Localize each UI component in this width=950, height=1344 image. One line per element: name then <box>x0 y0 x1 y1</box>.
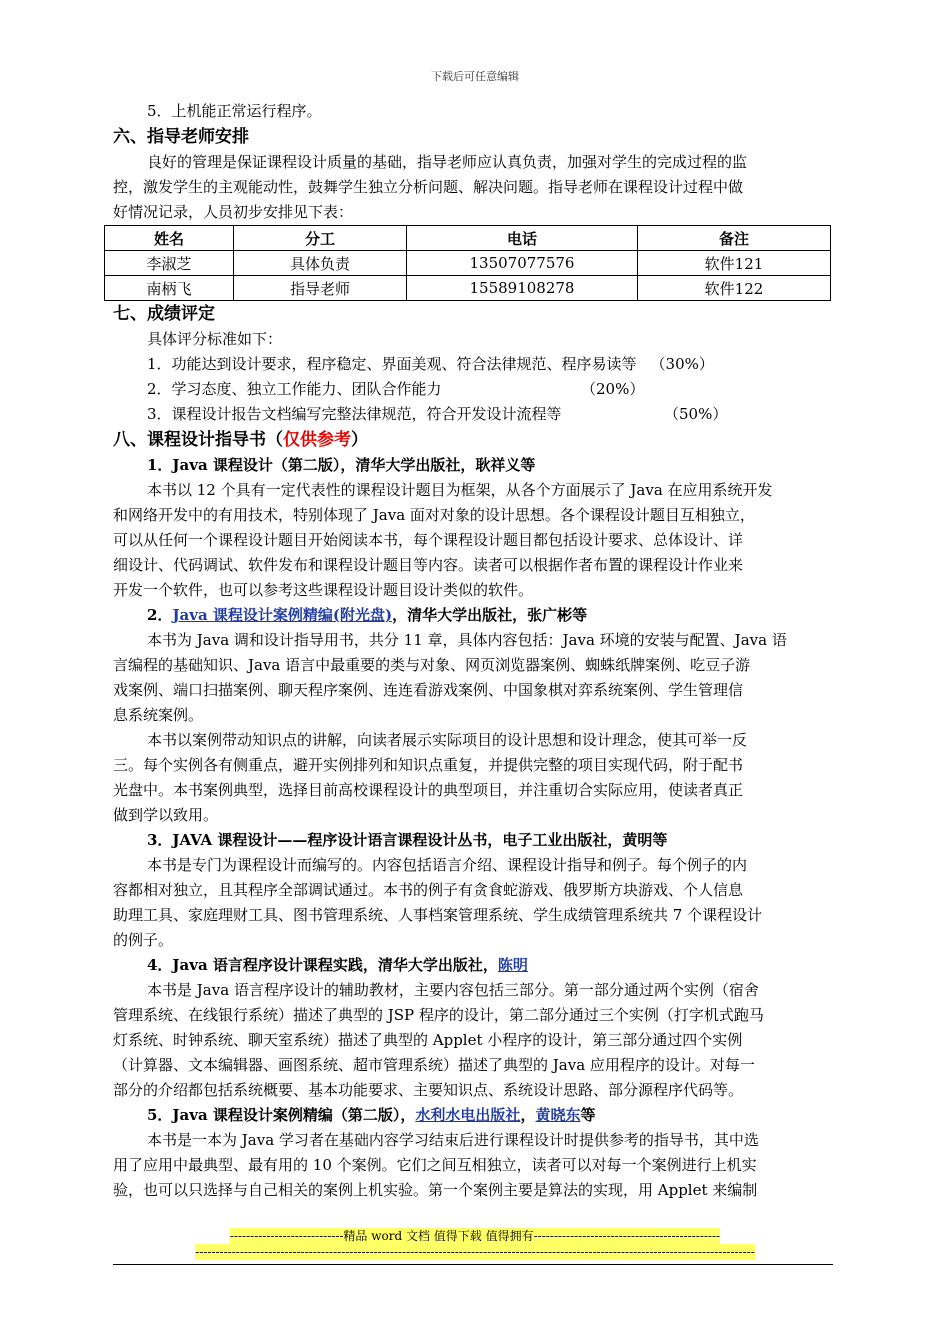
book-2-line: 本书为 Java 调和设计指导用书，共分 11 章，具体内容包括：Java 环境的安装与配置、Java 语 <box>147 631 787 649</box>
staff-table <box>104 225 831 301</box>
book-2-line: 本书以案例带动知识点的讲解，向读者展示实际项目的设计思想和设计理念，使其可举一反 <box>147 731 748 749</box>
book-2-title <box>113 603 833 628</box>
book-4-line: 部分的介绍都包括系统概要、基本功能要求、主要知识点、系统设计思路、部分源程序代码等。 <box>113 1081 744 1099</box>
cell-name: 南柄飞 <box>105 276 234 301</box>
section-8-title-end: ） <box>351 430 368 450</box>
footer-banner: ----------------------------精品 word 文档 值得下载 值得拥有---------------------------------------------- <box>229 1229 721 1243</box>
section-8-title-text: 八、课程设计指导书（ <box>113 430 283 450</box>
book-5-title-text: 5．Java 课程设计案例精编（第二版）， <box>147 1106 416 1124</box>
book-5-title <box>113 1103 833 1128</box>
book-1-line: 本书以 12 个具有一定代表性的课程设计题目为框架，从各个方面展示了 Java 在应用系统开发 <box>147 481 773 499</box>
book-1-line: 细设计、代码调试、软件发布和课程设计题目等内容。读者可以根据作者布置的课程设计作业来 <box>113 556 744 574</box>
s7-intro: 具体评分标准如下： <box>147 330 283 348</box>
s6-para-line: 良好的管理是保证课程设计质量的基础，指导老师应认真负责，加强对学生的完成过程的监 <box>147 153 748 171</box>
book-4-line: 本书是 Java 语言程序设计的辅助教材，主要内容包括三部分。第一部分通过两个实例（宿舍 <box>147 981 759 999</box>
book-3-line: 助理工具、家庭理财工具、图书管理系统、人事档案管理系统、学生成绩管理系统共 7 个课程设计 <box>113 906 763 924</box>
reference-only-note: 仅供参考 <box>283 430 351 450</box>
book-2-line: 息系统案例。 <box>113 706 204 724</box>
book-2-line: 光盘中。本书案例典型，选择目前高校课程设计的典型项目，并注重切合实际应用，使读者真正 <box>113 781 744 799</box>
book-5-line: 本书是一本为 Java 学习者在基础内容学习结束后进行课程设计时提供参考的指导书，其中选 <box>147 1131 759 1149</box>
cell-note: 软件122 <box>638 276 831 301</box>
book-3-line: 容都相对独立，且其程序全部调试通过。本书的例子有贪食蛇游戏、俄罗斯方块游戏、个人信息 <box>113 881 744 899</box>
book-2-line: 言编程的基础知识、Java 语言中最重要的类与对象、网页浏览器案例、蜘蛛纸牌案例、吃豆子游 <box>113 656 751 674</box>
book-2-line: 三。每个实例各有侧重点，避开实例排列和知识点重复，并提供完整的项目实现代码，附于配书 <box>113 756 744 774</box>
criteria-text: 2．学习态度、独立工作能力、团队合作能力 <box>147 380 442 398</box>
table-row <box>105 251 831 276</box>
book-4-line: 灯系统、时钟系统、聊天室系统）描述了典型的 Applet 小程序的设计，第三部分通过四个实例 <box>113 1031 743 1049</box>
cell-role: 具体负责 <box>234 251 407 276</box>
book-2-line: 做到学以致用。 <box>113 806 219 824</box>
publisher-link[interactable]: 水利水电出版社 <box>415 1106 521 1124</box>
page-header: 下载后可任意编辑 <box>431 70 519 83</box>
book-1-line: 开发一个软件，也可以参考这些课程设计题目设计类似的软件。 <box>113 581 534 599</box>
criteria-weight: （30%） <box>650 355 714 373</box>
requirement-item-5: 5．上机能正常运行程序。 <box>147 102 322 120</box>
book-2-number: 2． <box>147 606 173 624</box>
section-6-title: 六、指导老师安排 <box>113 127 249 147</box>
book-5-line: 用了应用中最典型、最有用的 10 个案例。它们之间互相独立，读者可以对每一个案例进行上机实 <box>113 1156 757 1174</box>
criteria-text: 3．课程设计报告文档编写完整法律规范，符合开发设计流程等 <box>147 405 562 423</box>
criteria-item <box>113 402 833 427</box>
col-header-phone: 电话 <box>407 226 638 251</box>
criteria-weight: （20%） <box>581 380 645 398</box>
author-link[interactable]: 黄晓东 <box>535 1106 581 1124</box>
book-1-line: 和网络开发中的有用技术，特别体现了 Java 面对对象的设计思想。各个课程设计题目互相独立， <box>113 506 755 524</box>
book-3-line: 的例子。 <box>113 931 174 949</box>
cell-role: 指导老师 <box>234 276 407 301</box>
section-7-title: 七、成绩评定 <box>113 304 215 324</box>
book-4-line: 管理系统、在线银行系统）描述了典型的 JSP 程序的设计，第二部分通过三个实例（打字机式跑马 <box>113 1006 764 1024</box>
col-header-role: 分工 <box>234 226 407 251</box>
col-header-note: 备注 <box>638 226 831 251</box>
separator: ， <box>520 1106 536 1124</box>
criteria-weight: （50%） <box>664 405 728 423</box>
cell-phone: 13507077576 <box>407 251 638 276</box>
book-1-line: 可以从任何一个课程设计题目开始阅读本书，每个课程设计题目都包括设计要求、总体设计、详 <box>113 531 744 549</box>
book-3-title: 3．JAVA 课程设计——程序设计语言课程设计丛书，电子工业出版社，黄明等 <box>147 831 668 849</box>
book-2-line: 戏案例、端口扫描案例、聊天程序案例、连连看游戏案例、中国象棋对弈系统案例、学生管理信 <box>113 681 744 699</box>
criteria-item <box>113 352 833 377</box>
author-link[interactable]: 陈明 <box>497 956 528 974</box>
book-1-title: 1．Java 课程设计（第二版），清华大学出版社，耿祥义等 <box>147 456 536 474</box>
s6-para-line: 控，激发学生的主观能动性，鼓舞学生独立分析问题、解决问题。指导老师在课程设计过程中做 <box>113 178 744 196</box>
cell-phone: 15589108278 <box>407 276 638 301</box>
cell-name: 李淑芝 <box>105 251 234 276</box>
col-header-name: 姓名 <box>105 226 234 251</box>
criteria-item <box>113 377 833 402</box>
table-header-row <box>105 226 831 251</box>
footer-dashes: ------------------------------------------------------------------------------------------------------------------------------------------ <box>195 1245 755 1259</box>
book-3-line: 本书是专门为课程设计而编写的。内容包括语言介绍、课程设计指导和例子。每个例子的内 <box>147 856 748 874</box>
footer-rule <box>113 1264 833 1265</box>
book-5-title-end: 等 <box>580 1106 596 1124</box>
book-4-title-text: 4．Java 语言程序设计课程实践，清华大学出版社， <box>147 956 498 974</box>
book-2-link[interactable]: Java 课程设计案例精编(附光盘) <box>172 606 393 624</box>
cell-note: 软件121 <box>638 251 831 276</box>
document-body <box>113 99 833 1203</box>
section-8-title <box>113 427 833 453</box>
criteria-text: 1．功能达到设计要求，程序稳定、界面美观、符合法律规范、程序易读等 <box>147 355 637 373</box>
page-footer <box>0 1228 950 1260</box>
s6-para-line: 好情况记录，人员初步安排见下表： <box>113 203 354 221</box>
book-2-publisher: ，清华大学出版社，张广彬等 <box>392 606 588 624</box>
book-4-title <box>113 953 833 978</box>
book-4-line: （计算器、文本编辑器、画图系统、超市管理系统）描述了典型的 Java 应用程序的设计。对每一 <box>113 1056 755 1074</box>
table-row <box>105 276 831 301</box>
book-5-line: 验，也可以只选择与自己相关的案例上机实验。第一个案例主要是算法的实现，用 Applet 来编制 <box>113 1181 758 1199</box>
